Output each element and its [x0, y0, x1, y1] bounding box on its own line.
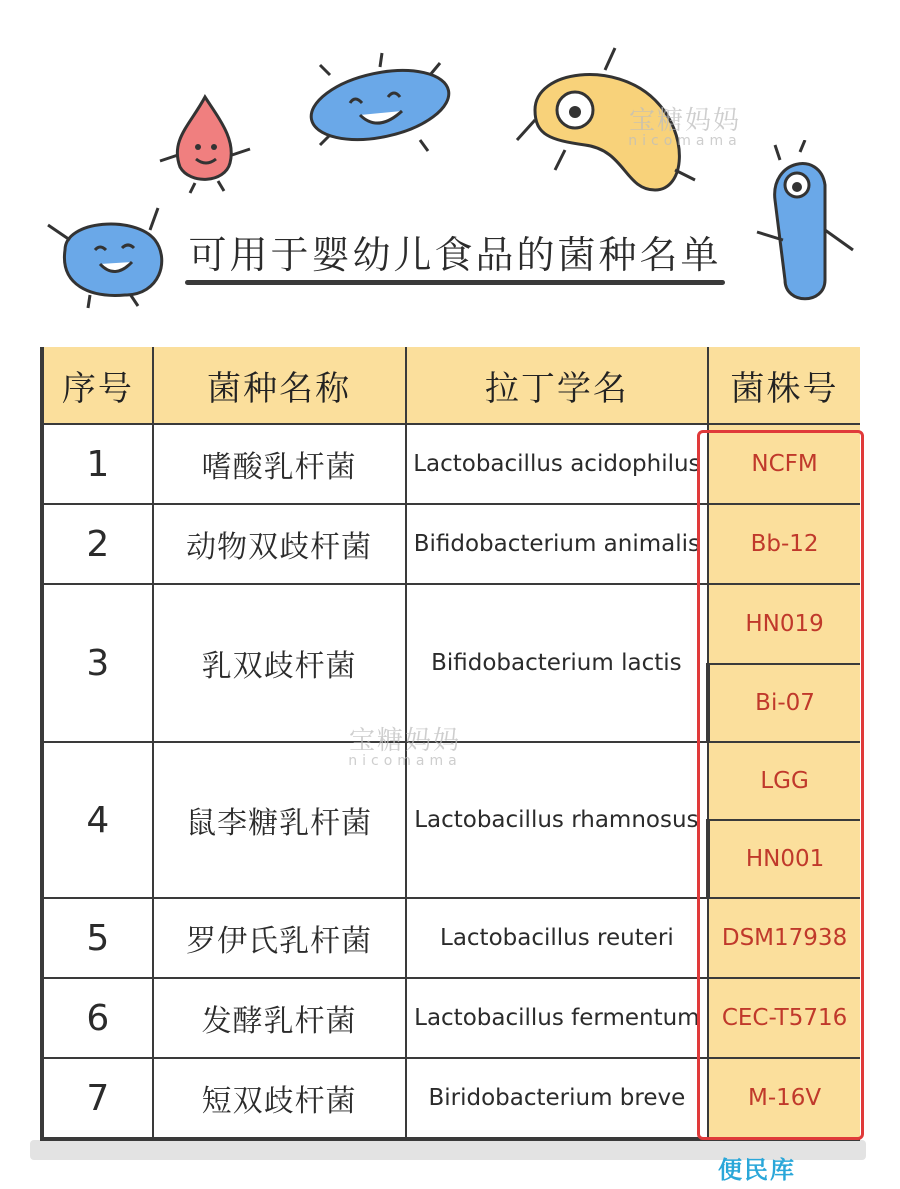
table-header-row: [42, 347, 860, 424]
row-latin-name: Lactobacillus acidophilus: [406, 424, 708, 504]
brand-logo: 便民库: [718, 1156, 796, 1184]
row-no: 3: [42, 584, 153, 742]
red-drop-mascot-icon: [150, 85, 260, 195]
row-cn-name: 罗伊氏乳杆菌: [153, 898, 406, 978]
row-strain-id: DSM17938: [708, 898, 860, 978]
row-strain-id: M-16V: [708, 1058, 860, 1139]
row-latin-name: Biridobacterium breve: [406, 1058, 708, 1139]
row-cn-name: 嗜酸乳杆菌: [153, 424, 406, 504]
header-cn-name: 菌种名称: [153, 347, 406, 424]
blue-worm-mascot-icon: [745, 140, 865, 315]
row-strain-id: Bb-12: [708, 504, 860, 584]
title-underline: [185, 280, 725, 285]
header-strain-id: 菌株号: [708, 347, 860, 424]
title-banner: [185, 210, 725, 290]
row-strain-id: LGG: [708, 742, 860, 820]
watermark-top: [600, 100, 770, 149]
row-no: 1: [42, 424, 153, 504]
blue-oval-mascot-icon: [290, 45, 470, 155]
watermark-cn: 宝糖妈妈: [628, 106, 741, 136]
strain-highlight-box: [697, 430, 864, 1140]
row-cn-name: 乳双歧杆菌: [153, 584, 406, 742]
watermark-en: nicomama: [348, 753, 462, 769]
row-strain-id: CEC-T5716: [708, 978, 860, 1058]
watermark-en: nicomama: [628, 133, 742, 149]
row-strain-id: NCFM: [708, 424, 860, 504]
row-latin-name: Bifidobacterium animalis: [406, 504, 708, 584]
row-no: 2: [42, 504, 153, 584]
header-no: 序号: [42, 347, 153, 424]
row-latin-name: Lactobacillus fermentum: [406, 978, 708, 1058]
row-no: 6: [42, 978, 153, 1058]
header-latin-name: 拉丁学名: [406, 347, 708, 424]
row-latin-name: Lactobacillus rhamnosus: [406, 742, 708, 898]
row-strain-id: HN001: [708, 820, 860, 898]
row-cn-name: 动物双歧杆菌: [153, 504, 406, 584]
row-strain-id: Bi-07: [708, 664, 860, 742]
row-no: 7: [42, 1058, 153, 1139]
row-strain-id: HN019: [708, 584, 860, 664]
row-no: 5: [42, 898, 153, 978]
watermark-middle: [320, 720, 490, 769]
row-cn-name: 发酵乳杆菌: [153, 978, 406, 1058]
row-cn-name: 鼠李糖乳杆菌: [153, 742, 406, 898]
watermark-cn: 宝糖妈妈: [348, 726, 461, 756]
page-title: 可用于婴幼儿食品的菌种名单: [188, 233, 722, 277]
blue-blob-mascot-icon: [40, 200, 180, 310]
row-no: 4: [42, 742, 153, 898]
row-cn-name: 短双歧杆菌: [153, 1058, 406, 1139]
row-latin-name: Lactobacillus reuteri: [406, 898, 708, 978]
row-latin-name: Bifidobacterium lactis: [406, 584, 708, 742]
